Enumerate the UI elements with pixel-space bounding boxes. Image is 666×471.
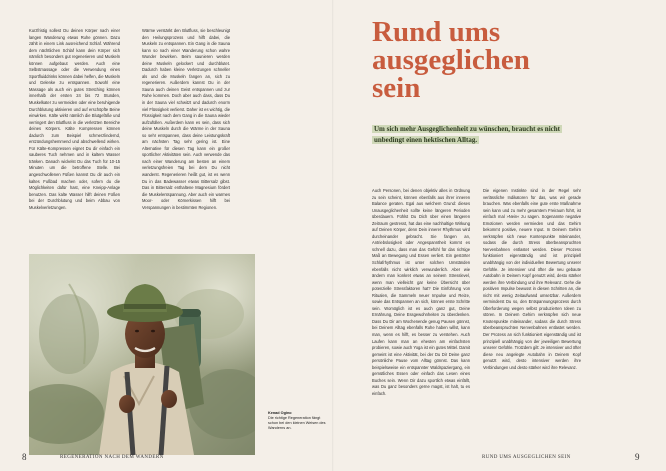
left-column-1-text: Kurzfristig sollest Du deinen Körper nach einer langen Wanderung etwas Ruhe gönnen. Dazu zählt in einem Link ausreichend Schlaf. Während dem nächtlichen Schlaf kann dein Körper sich nämlich besonders gut regenerieren und Muskeln können aufgebaut werden. Auch eine Selbstmassage oder die Verwendung eines Sportfluiddrinks können dabei helfen, die Muskeln und Gelenke zu entspannen. Sowohl eine Massage als auch ein gutes Stretching können innerhalb der ersten 24 bis 72 Stunden, Muskelkater zu vermeiden oder eine beruhigende Durchblutung aktivieren und auf erschöpfte Beine einwirken. Kälte wirkt nämlich die Blutgefäße und verringert den Blutfluss in die verletzten Bereiche deines Körpers. Kälte Kompressen können dadurch zum Beispiel schmerzlindernd, entzündungshemmend und abschwellend wirken. Für Kälte-Kompressen eignet Du dir einfach ein sauberes Tuch nehmen und in kaltem Wasser tränken. Danach wickelst Du das Tuch für 10-15 Minuten um die betroffene Stelle. Bei angeschwollenen Füßen kannst Du dir auch ein kaltes Fußbad machen oder, sofern du die Möglichkeiten dafür hast, eine Kneipp-Anlage benutzen. Das kalte Wasser hilft deinen Füßen bei der Durchblutung und beim Abbau von Muskelverletzungen.: [29, 28, 120, 210]
right-page-column-2: [483, 188, 581, 400]
right-page-number: 9: [635, 452, 640, 462]
left-page-column-1: [29, 28, 120, 250]
photo-caption: [268, 411, 328, 431]
right-column-2-text: Die eigenen Instinkte sind in der Regel sehr verlässliche Indikatoren für das, was wir gerade brauchen. Was ebenfalls eine gute erste Maßnahme sein kann und zu mehr gesamtem Freiraum führt, ist einfach mal »Nein« zu sagen. Sogenannte negative Emotionen werden vermieden und das Gehirn bekommt positive, neuere Input. In Deinem Gehirn verknüpfen sich neue Kontenpunkte miteinander, sodass die durch Stress überbeanspruchten Nervenbahnen entlastet werden. Dieser Prozess funktioniert eigenständig und ist prinzipiell unabhängig von der individuellen Bewertung unserer Gefühle. Je intensiver und öfter die neu gebaute Autobahn in Deinem Kopf genutzt wird, desto stärker werden ihre Verbindung und ihre Relevanz. Gehe die positiven Impulse bewusst in diesen Schritten an, die nicht mit wenig Zeitaufwand umsetzbar. Außerdem verminderst Du so, den Entspannungsprozess durch Überforderung wegen selbst produzierten Ideen zu stören. In Deinem Gehirn verknüpfen sich neue Knotenpunkte miteinander, sodass die durch Stress überbeanspruchten Nervenbahnen entlastet werden. Der Prozess an sich funktioniert eigenständig und ist prinzipiell unabhängig von der jeweiligen Bewertung unserer Gefühle. Trotzdem gilt: Je intensiver und öfter diese neu angelegte Autobahn in Deinem Kopf genutzt wird, desto intensiver werden ihre Verbindungen und desto stärker wird ihre Relevanz.: [483, 188, 581, 370]
left-page-number: 8: [22, 452, 27, 462]
article-lede: [372, 124, 562, 145]
left-page-column-2: [142, 28, 230, 243]
lede-text: Um sich mehr Ausgeglichenheit zu wünschen, braucht es nicht unbedingt einen hektischen Alltag.: [374, 125, 560, 144]
headline-line-1: Rund ums: [372, 16, 501, 48]
page-gutter: [332, 0, 334, 471]
left-running-title: REGENERATION NACH DEM WANDERN: [60, 455, 164, 460]
headline-line-3: sein: [372, 72, 421, 104]
article-headline: [372, 18, 592, 102]
right-page-column-1: [372, 188, 470, 420]
left-column-2-text: Wärme verstärkt den Blutfluss, sie beschleunigt den Heilungsprozess und hilft dabei, die Muskeln zu entspannen. Ein Gang in die Sauna kann so nach einer Wanderung schon wahre Wunder bewirken. Beim saunieren werden deine Muskeln gelockert und durchblutet. Dadurch haben kleine Verletzungen schneller als und die Muskeln fangen an, sich zu regenerieren. Außerdem kannst Du in der Sauna auch deinen Geist entspannen und zur Ruhe kommen. Doch aber auch dass, dass Du in der Sauna viel schwitzt und dadurch enorm viel Flüssigkeit verlierst. Daher ist es wichtig, die Flüssigkeit nach dem Gang in die Sauna wieder aufzufüllen. Außerdem kann es sein, dass sich deine Muskeln durch die Wärme in der Sauna so sehr entspannen, dass deine Leistungskraft am nächsten Tag sehr gering ist. Eine Alternative für diesen Tag kann ein großer sportlicher Aktivitäten sein. Auch verwende das nach einer Wanderung am besten an einem verletzungsfreien Tag bei dem Du nicht wanderst. Regenerieren heißt gut, ist es wenn Du in das Badewasser etwas Bittersalz gibst. Das in Bittersalz enthaltene Magnesium fördert die Muskelentspannung. Aber auch ein warmes Moor- oder Körnerkissen hilft bei Verspannungen in bestimmten Regionen.: [142, 28, 230, 210]
hiker-photo: [29, 254, 255, 455]
caption-name: Kenad Ogino: [268, 411, 292, 415]
right-running-title: RUND UMS AUSGEGLICHEN SEIN: [482, 455, 571, 460]
caption-text: Die richtige Regeneration fängt schon bei den kleinen Weisen des Wanderns an.: [268, 416, 326, 431]
headline-line-2: ausgeglichen: [372, 44, 530, 76]
right-column-1-text: Auch Personen, bei denen objektiv alles in Ordnung zu sein scheint, können ebenfalls aus ihrer inneren Balance geraten. Egal aus welchem Grund: dieses Unausgeglichenheit sollte keine längeren Perioden überdauern. Fühlst Du Dich über einen längeren Zeitraum gestresst, hat das eine nachhaltige Wirkung auf Deinen Körper, denn Dein innerer Rhythmus wird durcheinander gebracht. Sie fangen an, Antriebslosigkeit oder Angespanntheit kommt es schnell dazu, dass man das Gefühl für das richtige Maß an Bewegung und Essen verliert. Ein gestörter Schlafrhythmus ist unter solchen Umständen ebenfalls nicht wirklich verwunderlich. Aber wie ändern man konkret etwas an seinem Stresslevel, wenn man vielleicht gar keine Übersicht über potenzielle Stressfaktoren hat? Die Einführung von Ritualen, die Sammeln neuer Impulse und Reize, sowie das Entspannen an sich, können erste Schritte sein. Womöglich ist es auch ganz gut, Deine Ernährung, Deine Essgewohnheiten zu überdenken. Dass Du Dir am Wochenende genug Pausen gönnst, bei Deinem Alltag ebenfalls Ruhe haben willst, kann man, wenn es hilft, es besser zu verstehen. Auch Laufen kann man an ehesten am einfachsten probieren, sowie auch Yoga ist ein gutes Mittel. Damit gemeint ist eine Aktivität, bei der Du Dir Deine ganz persönliche Pause vom Alltag gönnst. Das kann beispielsweise ein entspannter Waldspaziergang, ein gemütliches Essen oder einfach das Lesen eines Buches sein. Wenn Dir dazu sportlich etwas einfällt, was Du ganz besonders gerne magst, ist halt, tu es einfach.: [372, 188, 470, 396]
